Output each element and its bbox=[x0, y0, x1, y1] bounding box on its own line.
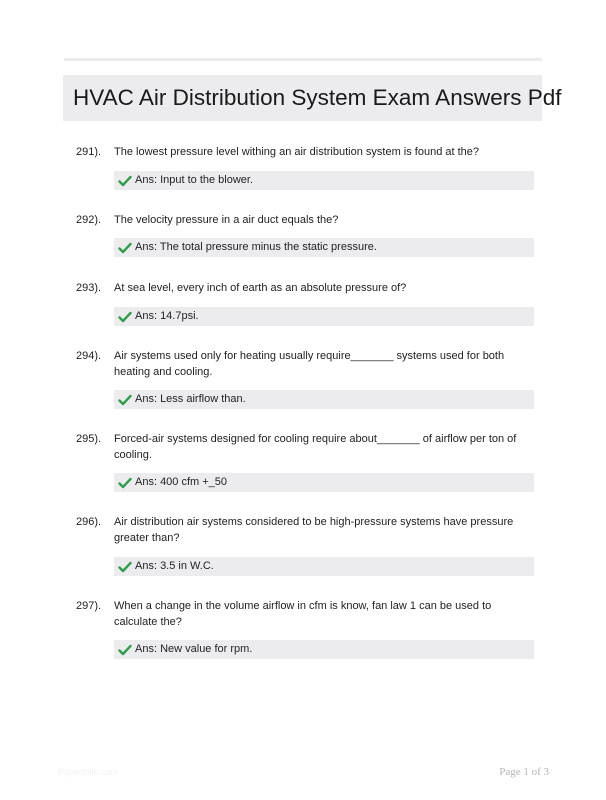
page-title: HVAC Air Distribution System Exam Answers Pdf bbox=[73, 85, 562, 110]
answer-text: Ans: New value for rpm. bbox=[135, 643, 253, 655]
answer-text: Ans: Input to the blower. bbox=[135, 174, 254, 186]
checkmark-icon bbox=[118, 311, 132, 323]
question-text: The lowest pressure level withing an air distribution system is found at the? bbox=[114, 146, 480, 158]
footer-watermark: Paperfolio.com bbox=[58, 767, 119, 777]
answer-box bbox=[114, 238, 534, 257]
answer-box bbox=[114, 307, 534, 326]
checkmark-icon bbox=[118, 644, 132, 656]
top-divider bbox=[64, 58, 542, 61]
question-number: 295). bbox=[76, 433, 102, 445]
answer-text: Ans: 400 cfm +_50 bbox=[135, 476, 228, 488]
question-text: Forced-air systems designed for cooling require about_______ of airflow per ton of cooling. bbox=[114, 433, 517, 461]
question-number: 293). bbox=[76, 282, 102, 294]
page-indicator: Page 1 of 3 bbox=[499, 766, 549, 778]
question-number: 291). bbox=[76, 146, 102, 158]
answer-box bbox=[114, 390, 534, 409]
checkmark-icon bbox=[118, 394, 132, 406]
question-number: 296). bbox=[76, 516, 102, 528]
question-text: At sea level, every inch of earth as an absolute pressure of? bbox=[114, 282, 407, 294]
checkmark-icon bbox=[118, 175, 132, 187]
question-text: The velocity pressure in a air duct equals the? bbox=[114, 214, 339, 226]
checkmark-icon bbox=[118, 561, 132, 573]
question-number: 292). bbox=[76, 214, 102, 226]
answer-text: Ans: 3.5 in W.C. bbox=[135, 560, 214, 572]
question-number: 294). bbox=[76, 350, 102, 362]
answer-text: Ans: The total pressure minus the static pressure. bbox=[135, 241, 377, 253]
question-number: 297). bbox=[76, 600, 102, 612]
title-banner bbox=[63, 75, 562, 121]
answer-box bbox=[114, 473, 534, 492]
question-text: When a change in the volume airflow in cfm is know, fan law 1 can be used to calculate the? bbox=[114, 600, 492, 628]
checkmark-icon bbox=[118, 242, 132, 254]
answer-text: Ans: 14.7psi. bbox=[135, 310, 199, 322]
checkmark-icon bbox=[118, 477, 132, 489]
answer-box bbox=[114, 640, 534, 659]
question-text: Air distribution air systems considered to be high-pressure systems have pressure greater than? bbox=[114, 516, 514, 544]
answer-text: Ans: Less airflow than. bbox=[135, 393, 246, 405]
answer-box bbox=[114, 171, 534, 190]
answer-box bbox=[114, 557, 534, 576]
question-text: Air systems used only for heating usually require_______ systems used for both heating and cooling. bbox=[114, 350, 505, 378]
